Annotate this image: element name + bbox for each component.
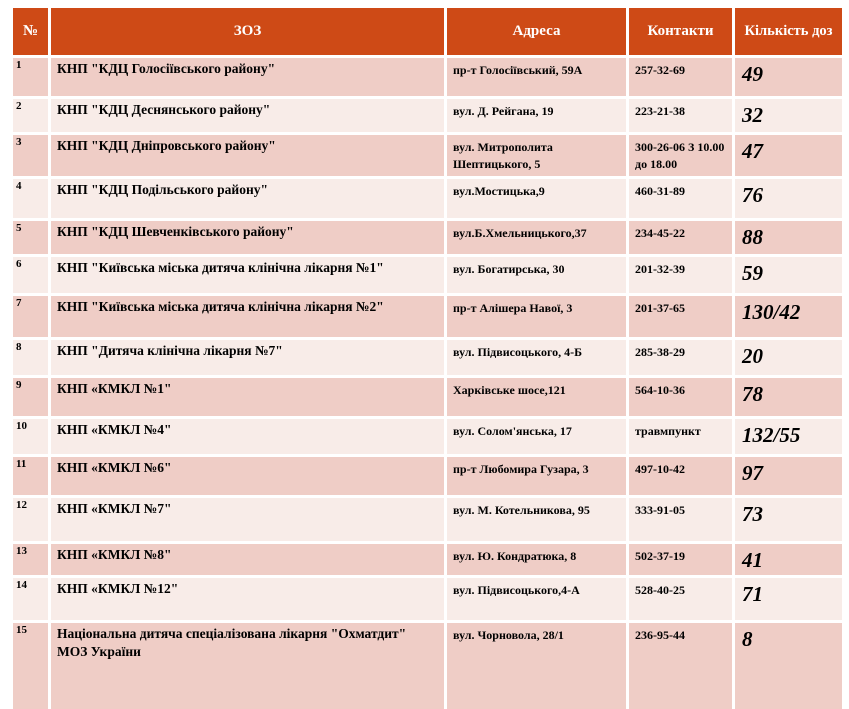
facility-name: КНП "КДЦ Деснянського району": [50, 98, 446, 134]
table-row: [12, 98, 844, 134]
table-row: [12, 542, 844, 576]
table-row: [12, 376, 844, 417]
facility-address: пр-т Голосіївський, 59А: [446, 57, 628, 98]
facility-address: пр-т Алішера Навої, 3: [446, 294, 628, 338]
table-body: [12, 57, 844, 709]
facility-contact: 502-37-19: [628, 542, 734, 576]
table-row: [12, 177, 844, 219]
facility-address: вул. Підвисоцького,4-А: [446, 576, 628, 621]
facility-contact: 201-37-65: [628, 294, 734, 338]
facility-contact: 564-10-36: [628, 376, 734, 417]
doses-count: 130/42: [734, 294, 844, 338]
doses-count: 32: [734, 98, 844, 134]
table-row: [12, 294, 844, 338]
row-number: 13: [12, 542, 50, 576]
doses-count: 97: [734, 455, 844, 496]
facility-address: вул. Підвисоцького, 4-Б: [446, 338, 628, 376]
row-number: 7: [12, 294, 50, 338]
doses-count: 71: [734, 576, 844, 621]
facility-address: вул. Солом'янська, 17: [446, 417, 628, 455]
facility-contact: 236-95-44: [628, 621, 734, 709]
doses-count: 132/55: [734, 417, 844, 455]
facility-contact: 234-45-22: [628, 219, 734, 255]
row-number: 6: [12, 255, 50, 294]
doses-count: 88: [734, 219, 844, 255]
table-row: [12, 621, 844, 709]
facility-address: вул. Митрополита Шептицького, 5: [446, 134, 628, 178]
facility-address: пр-т Любомира Гузара, 3: [446, 455, 628, 496]
facility-name: КНП «КМКЛ №7": [50, 496, 446, 542]
facility-contact: 528-40-25: [628, 576, 734, 621]
facility-address: вул. Богатирська, 30: [446, 255, 628, 294]
table-row: [12, 417, 844, 455]
facility-name: КНП "КДЦ Подільського району": [50, 177, 446, 219]
header-address: Адреса: [446, 7, 628, 57]
facility-name: КНП «КМКЛ №6": [50, 455, 446, 496]
facility-contact: 223-21-38: [628, 98, 734, 134]
facility-name: КНП "Київська міська дитяча клінічна лікарня №1": [50, 255, 446, 294]
row-number: 14: [12, 576, 50, 621]
facility-name: КНП «КМКЛ №1": [50, 376, 446, 417]
header-facility: ЗОЗ: [50, 7, 446, 57]
row-number: 5: [12, 219, 50, 255]
facility-name: КНП "КДЦ Шевченківського району": [50, 219, 446, 255]
facility-name: КНП «КМКЛ №4": [50, 417, 446, 455]
facility-contact: 300-26-06 З 10.00 до 18.00: [628, 134, 734, 178]
header-doses-count: Кількість доз: [734, 7, 844, 57]
facility-address: вул. М. Котельникова, 95: [446, 496, 628, 542]
row-number: 12: [12, 496, 50, 542]
facility-name: КНП «КМКЛ №12": [50, 576, 446, 621]
facility-contact: травмпункт: [628, 417, 734, 455]
facility-address: Харківське шосе,121: [446, 376, 628, 417]
row-number: 11: [12, 455, 50, 496]
facility-name: КНП "Дитяча клінічна лікарня №7": [50, 338, 446, 376]
row-number: 2: [12, 98, 50, 134]
facility-address: вул.Б.Хмельницького,37: [446, 219, 628, 255]
table-row: [12, 455, 844, 496]
header-contacts: Контакти: [628, 7, 734, 57]
facility-name: Національна дитяча спеціалізована лікарня "Охматдит" МОЗ України: [50, 621, 446, 709]
doses-count: 59: [734, 255, 844, 294]
doses-count: 78: [734, 376, 844, 417]
doses-count: 8: [734, 621, 844, 709]
doses-count: 73: [734, 496, 844, 542]
row-number: 8: [12, 338, 50, 376]
table-row: [12, 134, 844, 178]
table-header: [12, 7, 844, 57]
facility-contact: 257-32-69: [628, 57, 734, 98]
table-row: [12, 576, 844, 621]
facility-contact: 201-32-39: [628, 255, 734, 294]
row-number: 9: [12, 376, 50, 417]
row-number: 15: [12, 621, 50, 709]
row-number: 3: [12, 134, 50, 178]
facility-address: вул. Ю. Кондратюка, 8: [446, 542, 628, 576]
header-row: [12, 7, 844, 57]
table-row: [12, 255, 844, 294]
row-number: 10: [12, 417, 50, 455]
header-number: №: [12, 7, 50, 57]
doses-count: 41: [734, 542, 844, 576]
doses-count: 47: [734, 134, 844, 178]
facility-name: КНП "КДЦ Дніпровського району": [50, 134, 446, 178]
facility-name: КНП "Київська міська дитяча клінічна лікарня №2": [50, 294, 446, 338]
table-row: [12, 496, 844, 542]
row-number: 4: [12, 177, 50, 219]
doses-count: 49: [734, 57, 844, 98]
table-row: [12, 57, 844, 98]
facility-address: вул. Д. Рейгана, 19: [446, 98, 628, 134]
doses-count: 76: [734, 177, 844, 219]
facility-contact: 285-38-29: [628, 338, 734, 376]
facility-contact: 333-91-05: [628, 496, 734, 542]
table-row: [12, 338, 844, 376]
facility-contact: 497-10-42: [628, 455, 734, 496]
facility-address: вул. Чорновола, 28/1: [446, 621, 628, 709]
facility-name: КНП «КМКЛ №8": [50, 542, 446, 576]
row-number: 1: [12, 57, 50, 98]
vaccination-doses-table: [10, 5, 845, 709]
facility-contact: 460-31-89: [628, 177, 734, 219]
facility-address: вул.Мостицька,9: [446, 177, 628, 219]
doses-count: 20: [734, 338, 844, 376]
facility-name: КНП "КДЦ Голосіївського району": [50, 57, 446, 98]
table-row: [12, 219, 844, 255]
